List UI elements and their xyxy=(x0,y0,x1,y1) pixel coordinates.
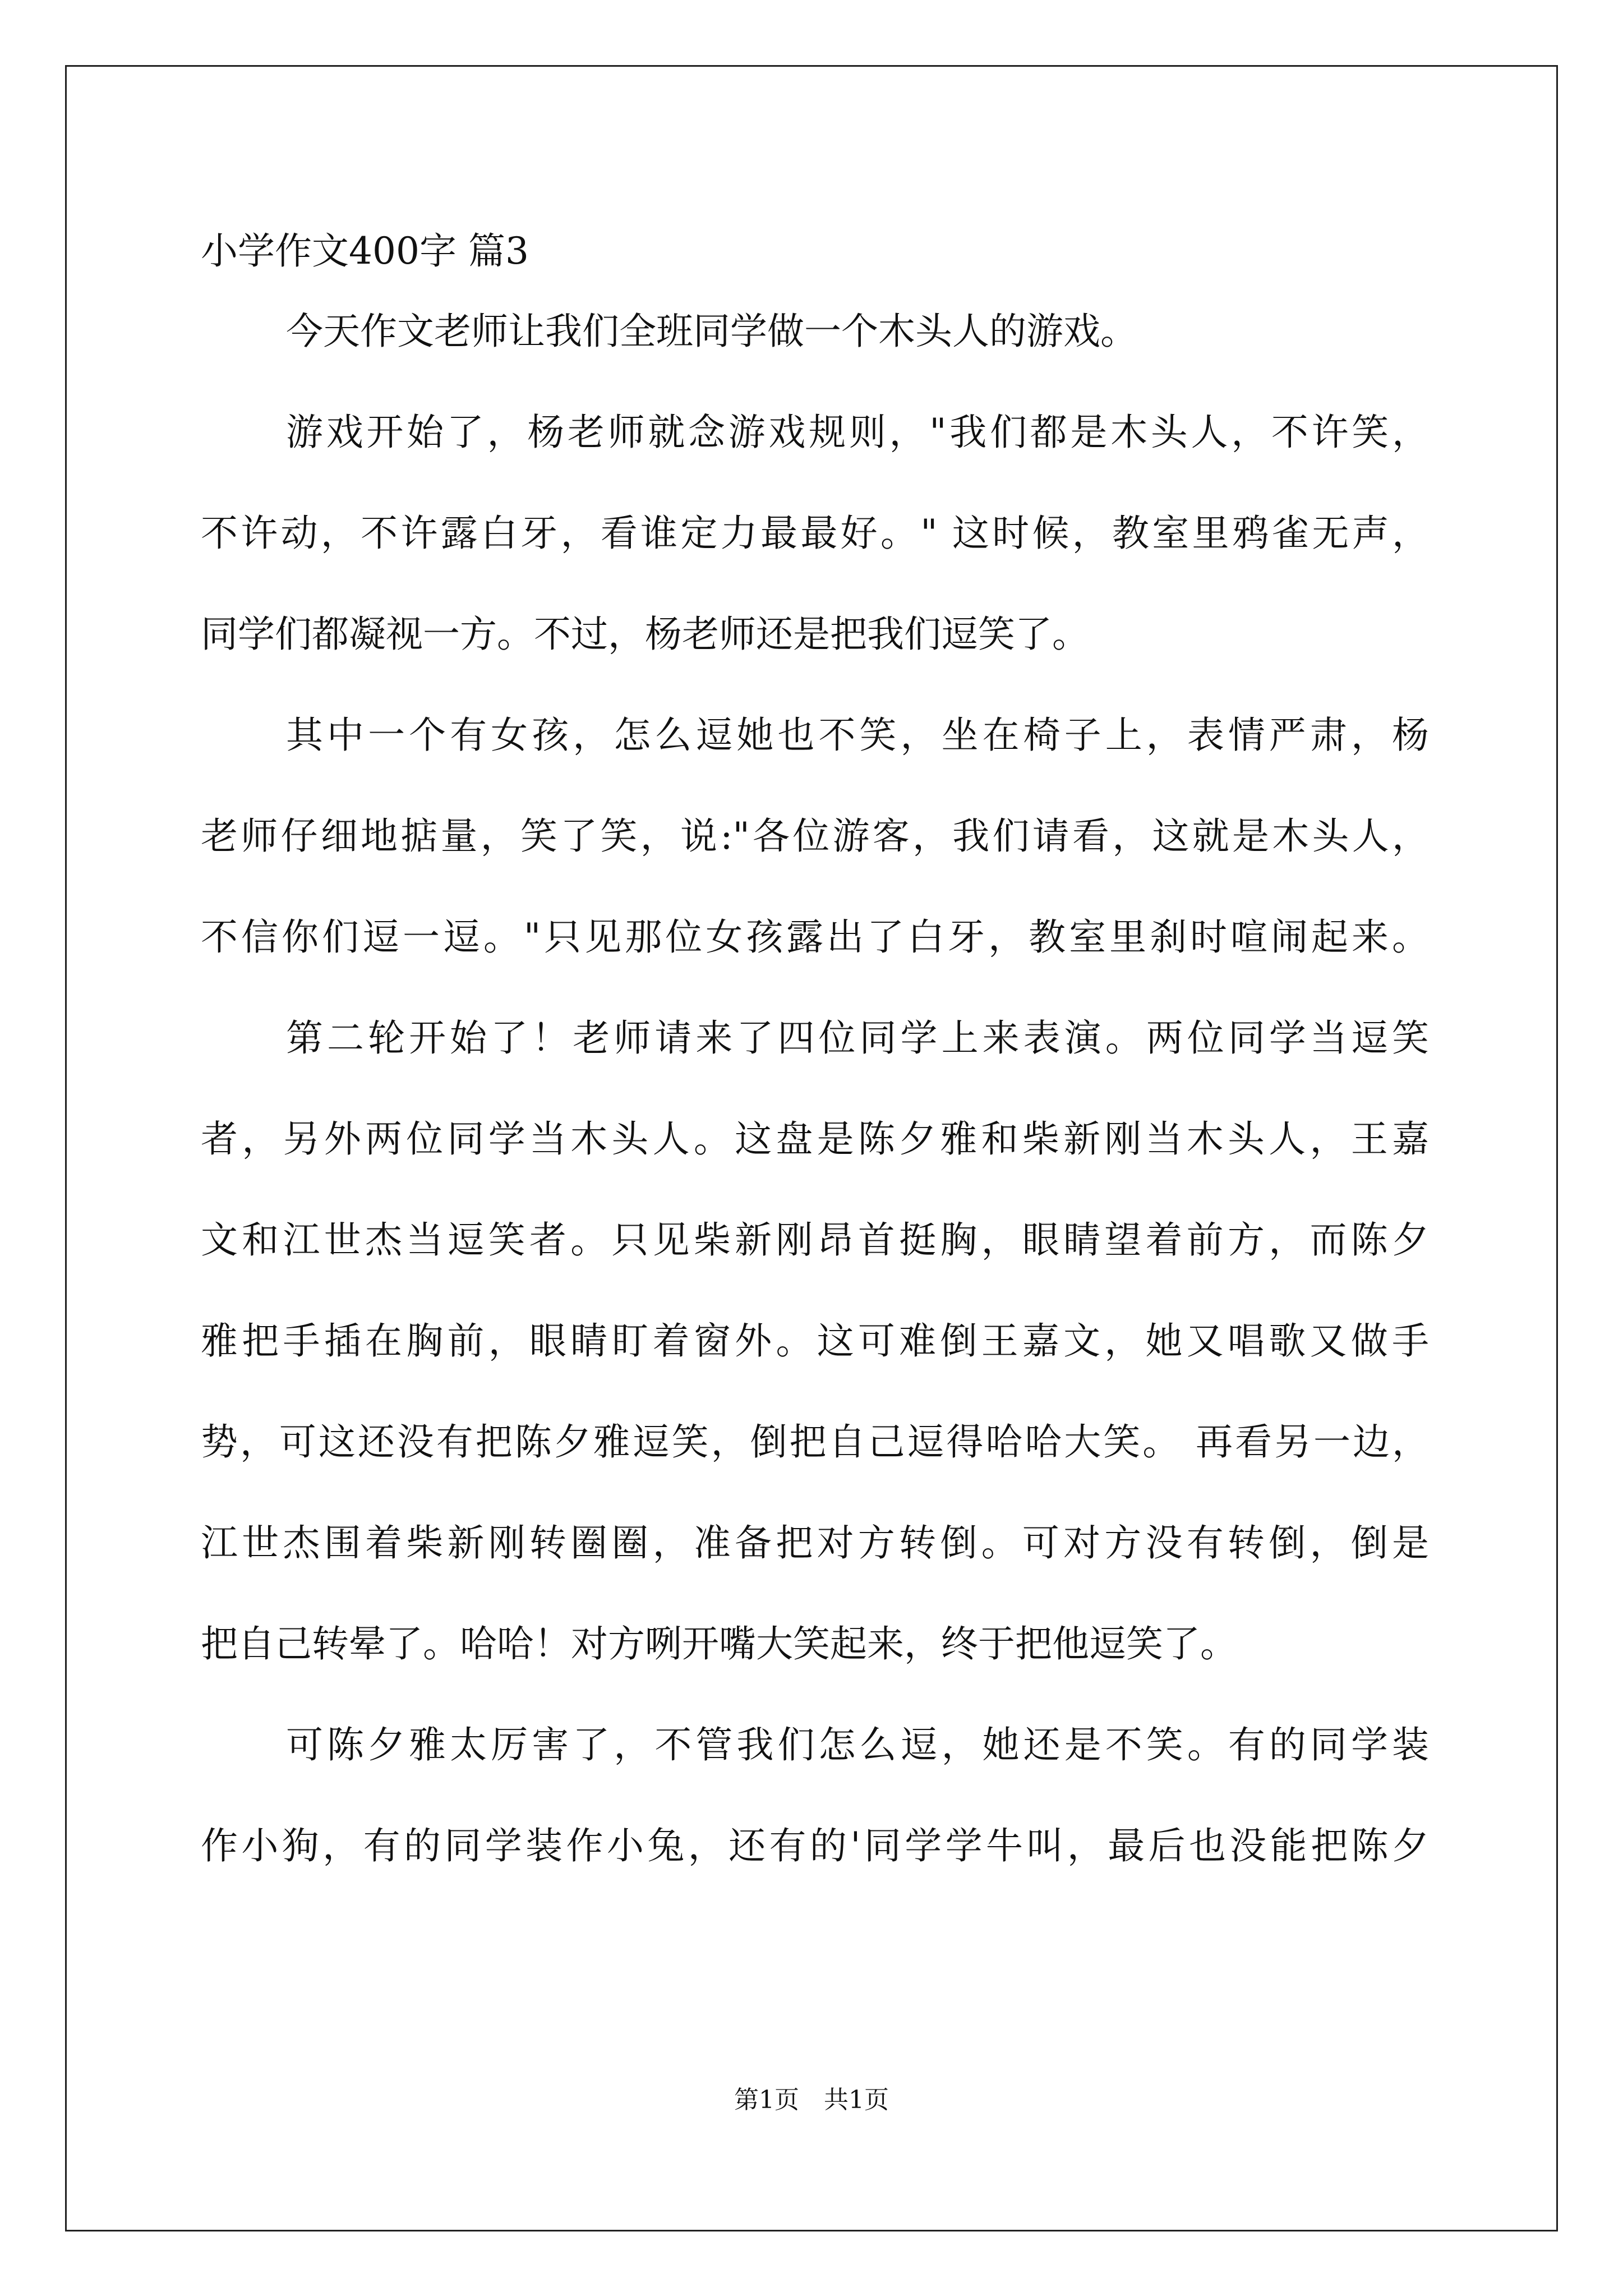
text-line-2: 游戏开始了，杨老师就念游戏规则，"我们都是木头人，不许笑， xyxy=(286,411,1429,454)
text-line-1: 今天作文老师让我们全班同学做一个木头人的游戏。 xyxy=(286,310,1137,353)
text-line-15: 可陈夕雅太厉害了，不管我们怎么逗，她还是不笑。有的同学装 xyxy=(286,1723,1429,1766)
text-line-8: 第二轮开始了！老师请来了四位同学上来表演。两位同学当逗笑 xyxy=(286,1016,1429,1060)
text-line-3: 不许动，不许露白牙，看谁定力最最好。" 这时候，教室里鸦雀无声， xyxy=(201,512,1429,555)
essay-title: 小学作文400字 篇3 xyxy=(201,229,529,273)
text-line-4: 同学们都凝视一方。不过，杨老师还是把我们逗笑了。 xyxy=(201,613,1089,656)
text-line-11: 雅把手插在胸前，眼睛盯着窗外。这可难倒王嘉文，她又唱歌又做手 xyxy=(201,1319,1429,1363)
text-line-14: 把自己转晕了。哈哈！对方咧开嘴大笑起来，终于把他逗笑了。 xyxy=(201,1622,1237,1665)
page-number-footer: 第1页 共1页 xyxy=(734,2086,889,2114)
text-line-6: 老师仔细地掂量，笑了笑，说:"各位游客，我们请看，这就是木头人， xyxy=(201,815,1429,858)
text-line-13: 江世杰围着柴新刚转圈圈，准备把对方转倒。可对方没有转倒，倒是 xyxy=(201,1521,1429,1565)
text-line-5: 其中一个有女孩，怎么逗她也不笑，坐在椅子上，表情严肃，杨 xyxy=(286,714,1429,757)
text-line-9: 者，另外两位同学当木头人。这盘是陈夕雅和柴新刚当木头人，王嘉 xyxy=(201,1117,1429,1161)
text-line-10: 文和江世杰当逗笑者。只见柴新刚昂首挺胸，眼睛望着前方，而陈夕 xyxy=(201,1218,1429,1262)
text-line-12: 势，可这还没有把陈夕雅逗笑，倒把自己逗得哈哈大笑。 再看另一边， xyxy=(201,1420,1429,1464)
text-line-7: 不信你们逗一逗。"只见那位女孩露出了白牙，教室里刹时喧闹起来。 xyxy=(201,915,1429,959)
text-line-16: 作小狗，有的同学装作小兔，还有的'同学学牛叫，最后也没能把陈夕 xyxy=(201,1824,1429,1867)
